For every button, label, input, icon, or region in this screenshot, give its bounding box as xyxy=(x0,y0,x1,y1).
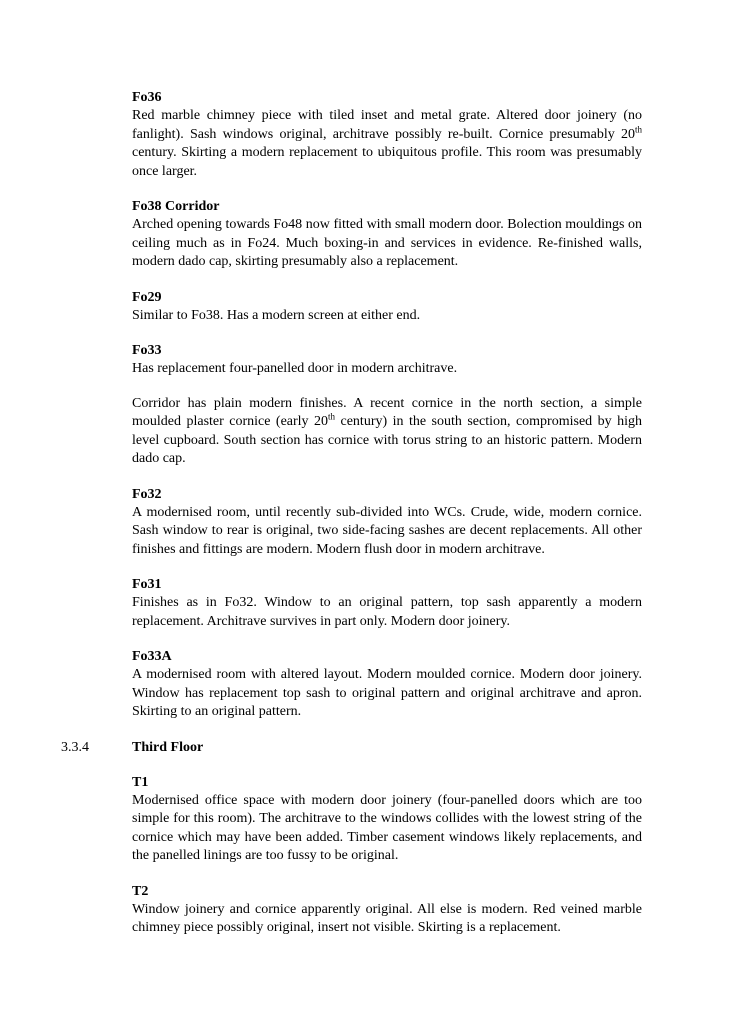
section-title: Third Floor xyxy=(132,739,204,755)
room-entry-fo33a xyxy=(132,647,642,722)
room-description: Has replacement four-panelled door in modern architrave. xyxy=(132,361,458,376)
room-description: A modernised room with altered layout. Modern moulded cornice. Modern door joinery. Window has replacement top sash to original pattern and original architrave and apron. Skirting to an original pattern. xyxy=(132,667,642,719)
corridor-paragraph xyxy=(132,395,642,469)
room-title: Fo31 xyxy=(132,577,162,592)
section-number: 3.3.4 xyxy=(61,739,89,755)
room-description: Finishes as in Fo32. Window to an original pattern, top sash apparently a modern replacement. Architrave survives in part only. Modern door joinery. xyxy=(132,595,642,629)
room-entry-fo38-corridor xyxy=(132,197,642,272)
room-description: Red marble chimney piece with tiled inset and metal grate. Altered door joinery (no fanlight). Sash windows original, architrave possibly re-built. Cornice presumably 20th century. Skirting a modern replacement to ubiquitous profile. This room was presumably once larger. xyxy=(132,108,642,179)
room-description: Arched opening towards Fo48 now fitted with small modern door. Bolection mouldings on ceiling much as in Fo24. Much boxing-in and services in evidence. Re-finished walls, modern dado cap, skirting presumably also a replacement. xyxy=(132,217,642,269)
room-title: Fo36 xyxy=(132,90,162,105)
room-entry-fo29 xyxy=(132,288,642,326)
room-title: Fo33 xyxy=(132,343,162,358)
room-entry-fo33 xyxy=(132,341,642,379)
room-entry-fo32 xyxy=(132,485,642,560)
room-title: T1 xyxy=(132,774,149,790)
room-title: Fo38 Corridor xyxy=(132,199,220,214)
room-title: Fo33A xyxy=(132,649,172,664)
corridor-description: Corridor has plain modern finishes. A recent cornice in the north section, a simple moulded plaster cornice (early 20th century) in the south section, compromised by high level cupboard. South section has cornice with torus string to an historic pattern. Modern dado cap. xyxy=(132,395,642,466)
room-entry-t2 xyxy=(132,882,642,938)
room-entry-fo36 xyxy=(132,88,642,181)
room-entry-fo31 xyxy=(132,575,642,631)
document-content xyxy=(61,88,642,954)
room-entry-t1 xyxy=(132,773,642,866)
room-description: Window joinery and cornice apparently original. All else is modern. Red veined marble chimney piece possibly original, insert not visible. Skirting is a replacement. xyxy=(132,901,642,935)
room-title: Fo32 xyxy=(132,486,162,502)
room-title: Fo29 xyxy=(132,289,162,305)
section-heading xyxy=(61,738,642,757)
room-description: Similar to Fo38. Has a modern screen at either end. xyxy=(132,307,421,323)
room-description: Modernised office space with modern door joinery (four-panelled doors which are too simple for this room). The architrave to the windows collides with the lowest string of the cornice which may have been added. Timber casement windows likely replacements, and the panelled linings are too fussy to be original. xyxy=(132,792,642,863)
room-title: T2 xyxy=(132,883,149,899)
room-description: A modernised room, until recently sub-divided into WCs. Crude, wide, modern cornice. Sash window to rear is original, two side-facing sashes are decent replacements. All other finishes and fittings are modern. Modern flush door in modern architrave. xyxy=(132,504,642,557)
